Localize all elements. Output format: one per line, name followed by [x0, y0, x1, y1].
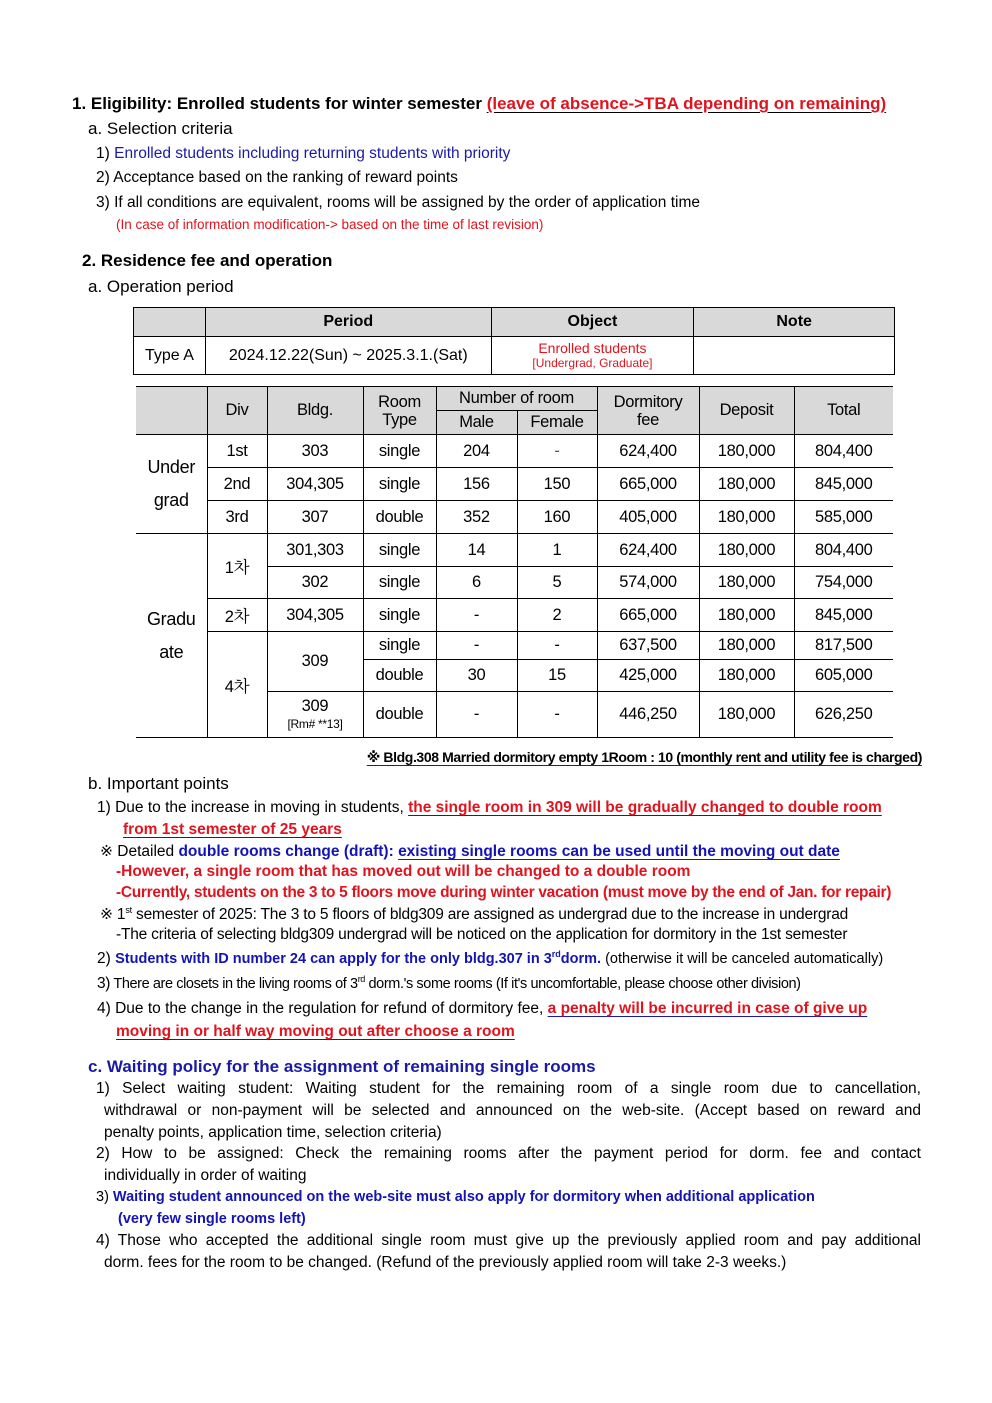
fee-header-female: Female — [517, 411, 597, 435]
period-object: Enrolled students [Undergrad, Graduate] — [491, 337, 694, 375]
waiting-1-line1: 1) Select waiting student: Waiting student for the remaining room of a single room due to cancellation, — [96, 1080, 921, 1097]
point-4: 4) Due to the change in the regulation for refund of dormitory fee, a penalty will be incurred in case of give up — [97, 1000, 868, 1017]
point-1: 1) Due to the increase in moving in students, the single room in 309 will be gradually changed to double room — [97, 799, 882, 816]
waiting-3-cont: (very few single rooms left) — [118, 1211, 306, 1227]
waiting-2-line1: 2) How to be assigned: Check the remaining rooms after the payment period for dorm. fee and contact — [96, 1145, 921, 1162]
point-2: 2) Students with ID number 24 can apply for the only bldg.307 in 3rddorm. (otherwise it will be canceled automatically) — [97, 949, 884, 968]
selection-criteria-heading: a. Selection criteria — [88, 119, 233, 138]
waiting-policy-heading: c. Waiting policy for the assignment of remaining single rooms — [88, 1057, 596, 1076]
waiting-4-line2: dorm. fees for the room to be changed. (Refund of the previously applied room will take 2-3 weeks.) — [104, 1254, 787, 1271]
table-row: 4차 309 single - - 637,500 180,000 817,500 — [136, 632, 893, 660]
table-row: Gradu ate 1차 301,303 single 14 1 624,400 180,000 804,400 — [136, 534, 893, 567]
fee-header-group — [136, 387, 207, 435]
fee-table — [136, 386, 893, 738]
criteria-item-1: 1) Enrolled students including returning students with priority — [96, 145, 511, 162]
point-1-cont: from 1st semester of 25 years — [123, 821, 342, 838]
criteria-item-2: 2) Acceptance based on the ranking of reward points — [96, 169, 458, 186]
point-4-cont: moving in or half way moving out after choose a room — [116, 1023, 515, 1040]
operation-period-table — [133, 307, 895, 375]
table-row: 2nd 304,305 single 156 150 665,000 180,000 845,000 — [136, 468, 893, 501]
waiting-1-line2: withdrawal or non-payment will be selected and announced on the web-site. (Accept based on reward and — [104, 1102, 921, 1119]
table-row: 309 [Rm# **13] double - - 446,250 180,000 626,250 — [136, 692, 893, 738]
period-table-header-period: Period — [205, 308, 491, 337]
operation-period-heading: a. Operation period — [88, 277, 234, 296]
waiting-1-line3: penalty points, application time, selection criteria) — [104, 1124, 442, 1141]
group-undergrad: Under grad — [136, 435, 207, 534]
group-graduate: Gradu ate — [136, 534, 207, 738]
note-1st-semester-sub: -The criteria of selecting bldg309 undergrad will be noticed on the application for dormitory in the 1st semester — [116, 926, 848, 943]
criteria-item-3: 3) If all conditions are equivalent, rooms will be assigned by the order of application time — [96, 194, 700, 211]
period-table-header-blank — [134, 308, 206, 337]
important-points-heading: b. Important points — [88, 774, 229, 793]
table-row: Under grad 1st 303 single 204 - 624,400 180,000 804,400 — [136, 435, 893, 468]
period-note — [694, 337, 895, 375]
waiting-4-line1: 4) Those who accepted the additional single room must give up the previously applied room and pay additional — [96, 1232, 921, 1249]
point-3: 3) There are closets in the living rooms of 3rd dorm.'s some rooms (If it's uncomfortable, please choose other division) — [97, 974, 801, 992]
period-dates: 2024.12.22(Sun) ~ 2025.3.1.(Sat) — [205, 337, 491, 375]
fee-header-div: Div — [207, 387, 267, 435]
note-double-rooms-b: -Currently, students on the 3 to 5 floors move during winter vacation (must move by the end of Jan. for repair) — [116, 884, 892, 901]
table-row: 302 single 6 5 574,000 180,000 754,000 — [136, 567, 893, 599]
table-footnote: ※ Bldg.308 Married dormitory empty 1Room : 10 (monthly rent and utility fee is charged) — [366, 749, 922, 765]
section1-title: 1. Eligibility: Enrolled students for winter semester — [72, 94, 482, 113]
period-type: Type A — [134, 337, 206, 375]
fee-header-total: Total — [794, 387, 893, 435]
waiting-2-line2: individually in order of waiting — [104, 1167, 307, 1184]
table-row: 3rd 307 double 352 160 405,000 180,000 585,000 — [136, 501, 893, 534]
fee-header-room-type: Room Type — [363, 387, 436, 435]
waiting-3: 3) Waiting student announced on the web-site must also apply for dormitory when additional application — [96, 1189, 815, 1205]
section1-heading — [72, 94, 886, 114]
fee-header-number-of-room: Number of room — [436, 387, 597, 411]
fee-header-deposit: Deposit — [699, 387, 794, 435]
fee-header-bldg: Bldg. — [267, 387, 363, 435]
period-table-header-object: Object — [491, 308, 694, 337]
section2-title: 2. Residence fee and operation — [82, 251, 333, 270]
note-double-rooms: ※ Detailed double rooms change (draft): existing single rooms can be used until the moving out date — [100, 843, 840, 860]
criteria-note: (In case of information modification-> based on the time of last revision) — [116, 217, 544, 232]
note-1st-semester: ※ 1st semester of 2025: The 3 to 5 floors of bldg309 are assigned as undergrad due to the increase in undergrad — [100, 905, 849, 924]
fee-header-dorm-fee: Dormitory fee — [597, 387, 699, 435]
table-row: 2차 304,305 single - 2 665,000 180,000 845,000 — [136, 599, 893, 632]
section1-title-note: (leave of absence->TBA depending on remaining) — [486, 94, 887, 113]
table-row: double 30 15 425,000 180,000 605,000 — [136, 660, 893, 692]
period-table-header-note: Note — [694, 308, 895, 337]
fee-header-male: Male — [436, 411, 517, 435]
note-double-rooms-a: -However, a single room that has moved out will be changed to a double room — [116, 863, 691, 880]
